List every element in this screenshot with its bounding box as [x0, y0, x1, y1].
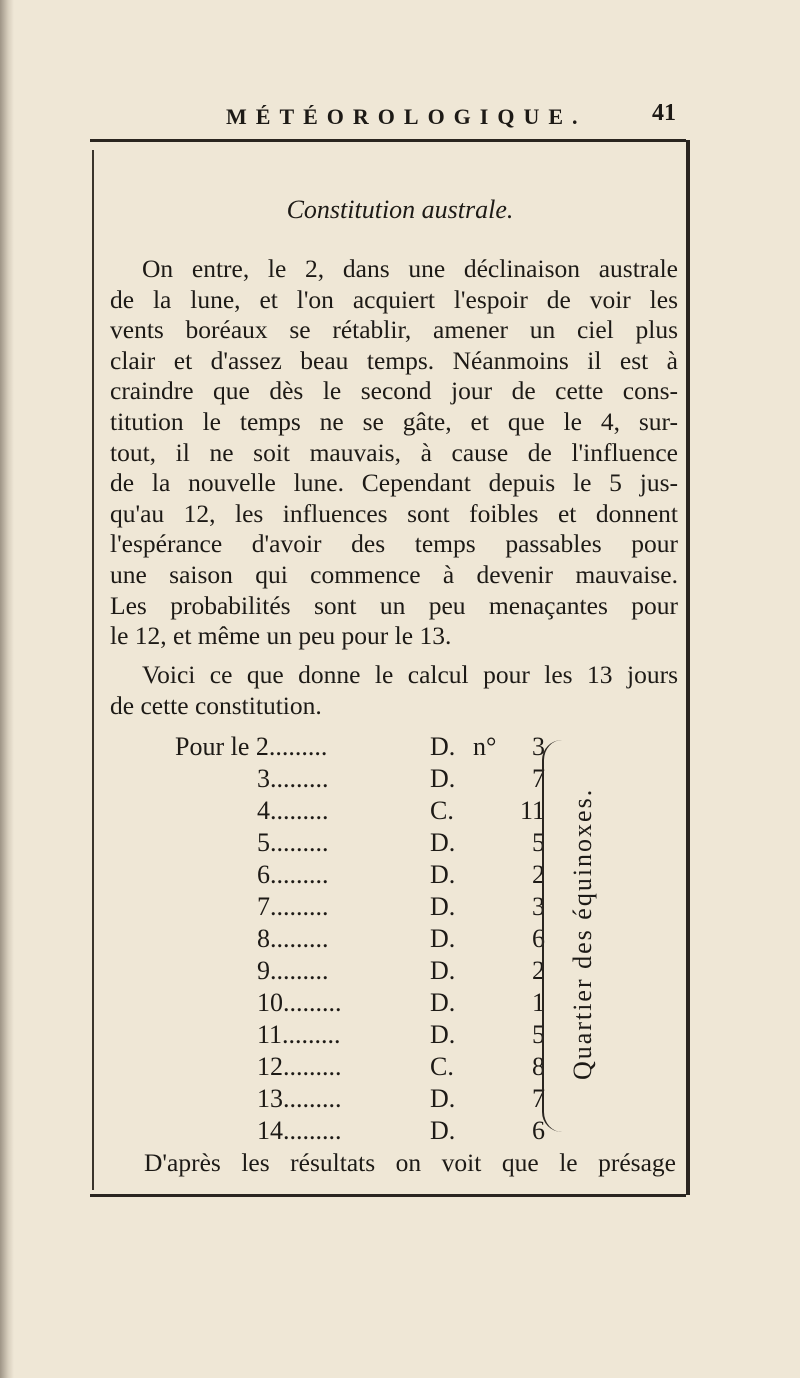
type-cell: D. [430, 988, 456, 1017]
text-line: le 12, et même un peu pour le 13. [110, 621, 452, 651]
number-cell: 5 [532, 828, 545, 857]
type-cell: D. [430, 1116, 456, 1145]
table-row [175, 796, 555, 828]
brace [542, 740, 562, 1132]
day-cell: 8......... [257, 924, 329, 953]
number-cell: 7 [532, 764, 545, 793]
text-line: vents boréaux se rétablir, amener un ciel plus [110, 315, 678, 345]
frame-right-rule [686, 140, 690, 1195]
type-cell: D. [430, 1084, 456, 1113]
table-row [175, 1052, 555, 1084]
table-row [175, 1116, 555, 1148]
table-row [175, 764, 555, 796]
type-cell: D. [430, 732, 456, 761]
number-cell: 3 [532, 732, 545, 761]
day-cell: 9......... [257, 956, 329, 985]
page-number: 41 [652, 100, 676, 126]
text-line: Les probabilités sont un peu menaçantes pour [110, 590, 678, 620]
text-line: une saison qui commence à devenir mauvaise. [110, 559, 678, 589]
text-line: de cette constitution. [110, 690, 322, 720]
table-row [175, 1020, 555, 1052]
number-cell: 3 [532, 892, 545, 921]
type-cell: D. [430, 956, 456, 985]
day-cell: 4......... [257, 796, 329, 825]
type-cell: C. [430, 796, 454, 825]
number-cell: 6 [532, 924, 545, 953]
type-cell: D. [430, 924, 456, 953]
day-cell: 3......... [257, 764, 329, 793]
running-title: MÉTÉOROLOGIQUE. [226, 104, 587, 129]
day-table [175, 732, 555, 1148]
text-line: On entre, le 2, dans une déclinaison australe [142, 254, 678, 283]
text-line: tout, il ne soit mauvais, à cause de l'influence [110, 437, 678, 467]
number-cell: 6 [532, 1116, 545, 1145]
day-cell: 10......... [257, 988, 342, 1017]
section-title: Constitution australe. [286, 195, 514, 224]
day-cell: 13......... [257, 1084, 342, 1113]
page-header [0, 98, 800, 138]
text-line: qu'au 12, les influences sont foibles et donnent [110, 498, 678, 528]
number-cell: 8 [532, 1052, 545, 1081]
table-row [175, 860, 555, 892]
type-cell: D. [430, 860, 456, 889]
number-cell: 11 [519, 796, 545, 825]
number-label: n° [473, 732, 497, 761]
number-cell: 5 [532, 1020, 545, 1049]
final-line: D'après les résultats on voit que le présage [144, 1148, 676, 1177]
number-cell: 2 [532, 860, 545, 889]
day-cell: 7......... [257, 892, 329, 921]
table-row [175, 924, 555, 956]
text-line: de la lune, et l'on acquiert l'espoir de voir les [110, 284, 678, 314]
table-row [175, 892, 555, 924]
text-line: Voici ce que donne le calcul pour les 13 jours [142, 660, 678, 689]
type-cell: D. [430, 764, 456, 793]
type-cell: D. [430, 1020, 456, 1049]
day-cell: 14......... [257, 1116, 342, 1145]
number-cell: 2 [532, 956, 545, 985]
day-cell: 6......... [257, 860, 329, 889]
day-cell: 5......... [257, 828, 329, 857]
day-cell: 12......... [257, 1052, 342, 1081]
text-line: de la nouvelle lune. Cependant depuis le 5 jus- [110, 468, 678, 498]
day-cell: 11......... [257, 1020, 341, 1049]
side-note: Quartier des équinoxes. [568, 787, 597, 1080]
paragraph-1 [110, 254, 678, 652]
number-cell: 7 [532, 1084, 545, 1113]
day-cell: Pour le 2......... [175, 732, 328, 761]
text-line: clair et d'assez beau temps. Néanmoins il est à [110, 345, 678, 375]
table-row [175, 732, 555, 764]
table-row [175, 1084, 555, 1116]
type-cell: D. [430, 828, 456, 857]
type-cell: C. [430, 1052, 454, 1081]
text-line: titution le temps ne se gâte, et que le 4, sur- [110, 406, 678, 436]
table-row [175, 956, 555, 988]
text-line: craindre que dès le second jour de cette cons- [110, 376, 678, 406]
text-line: l'espérance d'avoir des temps passables pour [110, 529, 678, 559]
paragraph-2 [110, 660, 678, 721]
frame-left-rule [92, 150, 94, 1190]
table-row [175, 828, 555, 860]
number-cell: 1 [532, 988, 545, 1017]
type-cell: D. [430, 892, 456, 921]
table-row [175, 988, 555, 1020]
